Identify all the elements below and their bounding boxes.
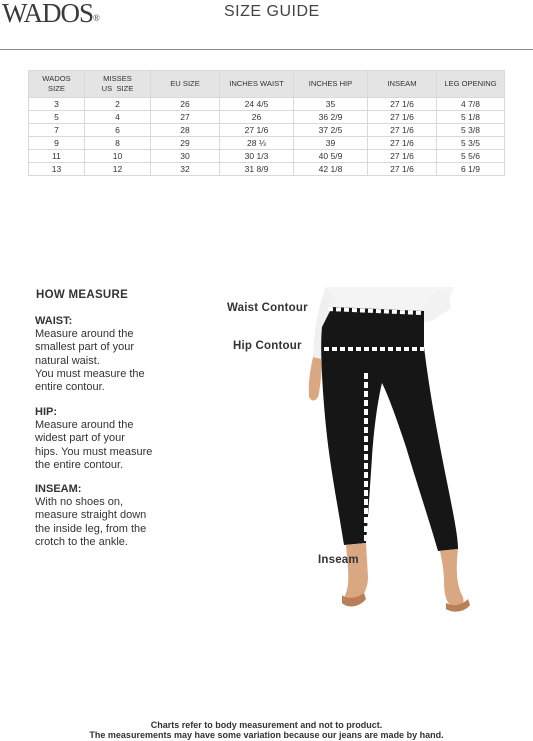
table-cell: 2: [85, 98, 151, 111]
inseam-line-1: With no shoes on,: [35, 496, 124, 509]
table-header-row: [29, 71, 505, 98]
hip-line-3: hips. You must measure: [35, 445, 153, 458]
table-cell: 27: [151, 111, 220, 124]
left-hand: [309, 357, 322, 400]
inseam-section: [35, 483, 175, 549]
table-cell: 27 1/6: [368, 150, 437, 163]
table-cell: 29: [151, 137, 220, 150]
inseam-line-3: the inside leg, from the: [35, 522, 147, 535]
waist-line-1: Measure around the: [35, 328, 134, 341]
table-row: [29, 98, 505, 111]
hip-section: [35, 406, 175, 472]
table-cell: 26: [220, 111, 294, 124]
table-cell: 40 5/9: [294, 150, 368, 163]
jeans: [321, 307, 458, 551]
table-cell: 24 4/5: [220, 98, 294, 111]
table-cell: 5 5/6: [437, 150, 505, 163]
inseam-line-2: measure straight down: [35, 509, 147, 522]
table-cell: 4 7/8: [437, 98, 505, 111]
right-foot: [440, 549, 464, 607]
header-misses-us-size: MISSES US SIZE: [85, 71, 151, 98]
hip-line-2: widest part of your: [35, 432, 125, 445]
table-cell: 13: [29, 163, 85, 176]
table-cell: 27 1/6: [220, 124, 294, 137]
inseam-line-4: crotch to the ankle.: [35, 535, 128, 548]
table-cell: 11: [29, 150, 85, 163]
table-row: [29, 124, 505, 137]
table-row: [29, 137, 505, 150]
table-cell: 6: [85, 124, 151, 137]
table-cell: 27 1/6: [368, 124, 437, 137]
table-row: [29, 111, 505, 124]
header-inches-hip: INCHES HIP: [294, 71, 368, 98]
table-cell: 12: [85, 163, 151, 176]
hip-heading: HIP:: [35, 406, 57, 418]
footer-note-2: The measurements may have some variation because our jeans are made by hand.: [89, 730, 444, 740]
table-cell: 27 1/6: [368, 98, 437, 111]
table-cell: 37 2/5: [294, 124, 368, 137]
table-cell: 3: [29, 98, 85, 111]
waist-section: [35, 315, 175, 394]
page-title: SIZE GUIDE: [224, 3, 320, 20]
table-cell: 28 ⅓: [220, 137, 294, 150]
table-cell: 39: [294, 137, 368, 150]
waist-line-4: You must measure the: [35, 367, 145, 380]
table-cell: 9: [29, 137, 85, 150]
table-cell: 5: [29, 111, 85, 124]
table-cell: 32: [151, 163, 220, 176]
brand-logo: WADOS®: [2, 0, 100, 28]
hip-line-1: Measure around the: [35, 419, 134, 432]
table-cell: 6 1/9: [437, 163, 505, 176]
table-cell: 8: [85, 137, 151, 150]
header-wados-size: WADOS SIZE: [29, 71, 85, 98]
jeans-model-illustration: [218, 287, 533, 625]
table-cell: 28: [151, 124, 220, 137]
table-cell: 42 1/8: [294, 163, 368, 176]
table-cell: 30: [151, 150, 220, 163]
table-cell: 31 8/9: [220, 163, 294, 176]
table-cell: 27 1/6: [368, 137, 437, 150]
inseam-heading: INSEAM:: [35, 483, 82, 495]
table-row: [29, 150, 505, 163]
table-cell: 5 3/8: [437, 124, 505, 137]
table-cell: 27 1/6: [368, 163, 437, 176]
table-cell: 4: [85, 111, 151, 124]
table-row: [29, 163, 505, 176]
table-cell: 7: [29, 124, 85, 137]
inseam-label: Inseam: [318, 554, 359, 566]
header-leg-opening: LEG OPENING: [437, 71, 505, 98]
waist-contour-label: Waist Contour: [227, 302, 308, 314]
waist-line-5: entire contour.: [35, 381, 105, 394]
header-eu-size: EU SIZE: [151, 71, 220, 98]
header-inches-waist: INCHES WAIST: [220, 71, 294, 98]
size-table: [28, 70, 505, 176]
table-cell: 30 1/3: [220, 150, 294, 163]
table-body: [29, 98, 505, 176]
table-cell: 10: [85, 150, 151, 163]
table-cell: 35: [294, 98, 368, 111]
hip-contour-label: Hip Contour: [233, 340, 302, 352]
table-cell: 36 2/9: [294, 111, 368, 124]
waist-line-3: natural waist.: [35, 354, 100, 367]
hip-line-4: the entire contour.: [35, 458, 124, 471]
waist-line-2: smallest part of your: [35, 341, 135, 354]
header-inseam: INSEAM: [368, 71, 437, 98]
header-divider: [0, 49, 533, 50]
footer-note-1: Charts refer to body measurement and not to product.: [150, 720, 383, 730]
table-cell: 27 1/6: [368, 111, 437, 124]
waist-heading: WAIST:: [35, 315, 73, 327]
table-cell: 5 3/5: [437, 137, 505, 150]
table-cell: 26: [151, 98, 220, 111]
how-measure-title: HOW MEASURE: [36, 289, 129, 301]
table-cell: 5 1/8: [437, 111, 505, 124]
